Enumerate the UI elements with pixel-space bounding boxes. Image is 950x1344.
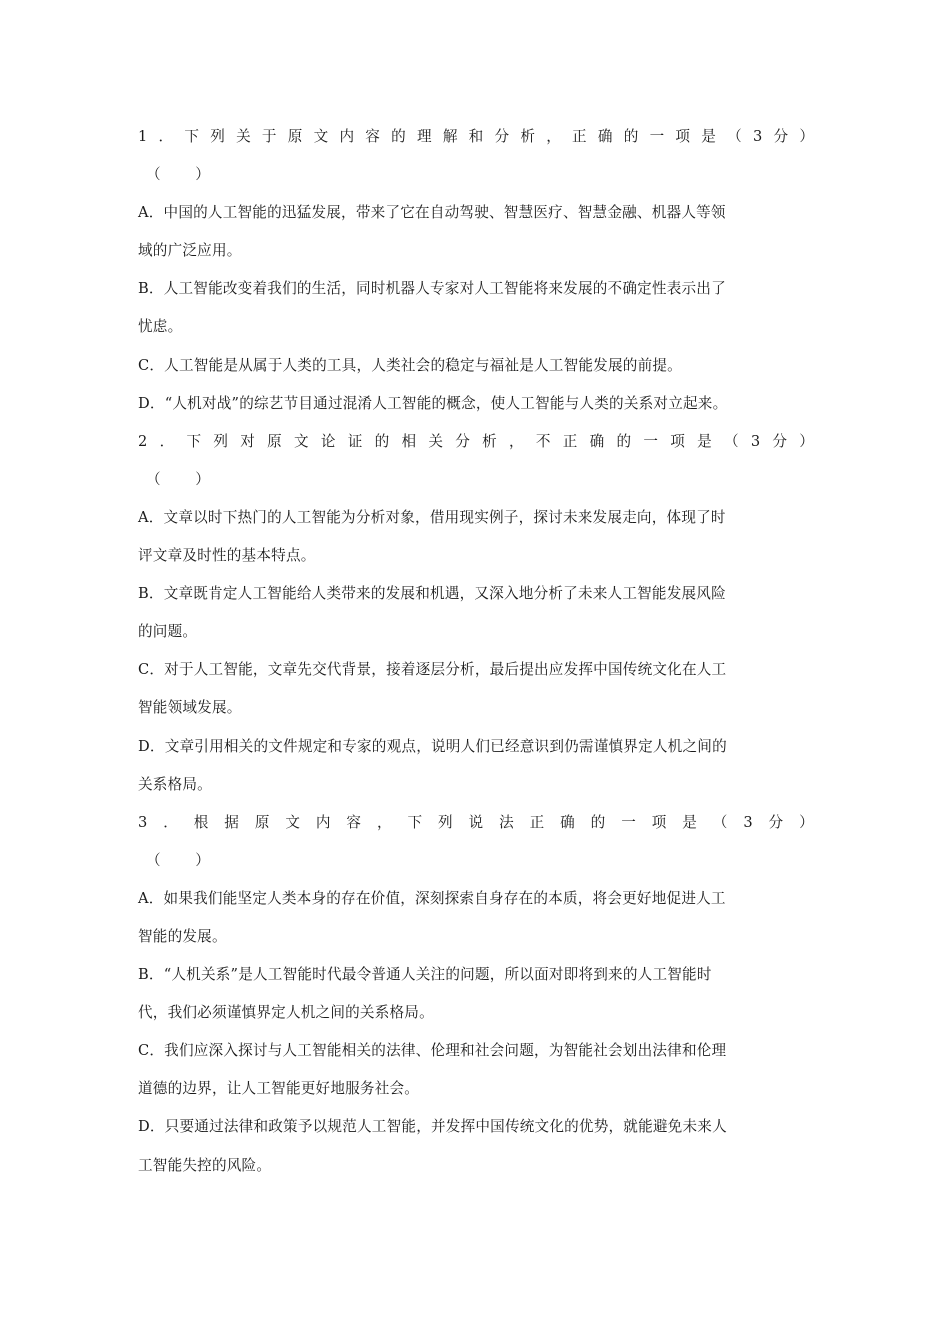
question-1 xyxy=(138,124,814,429)
option-d-line-2: 关系格局。 xyxy=(138,775,212,793)
stem-char: 原 xyxy=(267,432,282,450)
stem-char: 确 xyxy=(589,432,605,450)
stem-char: 对 xyxy=(240,432,255,450)
stem-char: ， xyxy=(546,128,561,145)
stem-char: 分 xyxy=(772,432,787,450)
stem-char: 说 xyxy=(468,813,484,831)
stem-char: 分 xyxy=(455,432,470,450)
stem-char: 分 xyxy=(768,813,784,831)
stem-char: 的 xyxy=(616,432,632,450)
stem-char: 3 xyxy=(752,128,763,145)
stem-char: 3 xyxy=(138,813,148,831)
option-d-line-1: D．“人机对战”的综艺节目通过混淆人工智能的概念，使人工智能与人类的关系对立起来。 xyxy=(138,394,728,412)
option-c-line-2: 道德的边界，让人工智能更好地服务社会。 xyxy=(138,1080,420,1098)
stem-char: 是 xyxy=(697,432,712,450)
option-a-line-1: A．如果我们能坚定人类本身的存在价值，深刻探索自身存在的本质，将会更好地促进人工 xyxy=(138,889,726,907)
answer-blank: （ ） xyxy=(146,166,220,184)
stem-char: ． xyxy=(163,813,178,831)
stem-char: 正 xyxy=(572,128,587,145)
stem-char: 下 xyxy=(186,432,202,450)
stem-char: 据 xyxy=(224,813,239,831)
stem-char: 论 xyxy=(320,432,336,450)
stem-char: 内 xyxy=(315,813,331,831)
option-b-line-2: 忧虑。 xyxy=(138,318,183,336)
stem-char: 一 xyxy=(649,128,665,145)
option-a-line-1: A．文章以时下热门的人工智能为分析对象，借用现实例子，探讨未来发展走向，体现了时 xyxy=(138,508,726,526)
option-b-line-1: B．“人机关系”是人工智能时代最令普通人关注的问题，所以面对即将到来的人工智能时 xyxy=(138,966,712,984)
answer-blank: （ ） xyxy=(146,851,220,869)
stem-char: 关 xyxy=(236,128,251,145)
option-c-line-2: 智能领域发展。 xyxy=(138,699,242,717)
stem-char: 原 xyxy=(287,128,303,145)
stem-char: 3 xyxy=(750,432,761,450)
stem-char: 项 xyxy=(670,432,685,450)
answer-blank: （ ） xyxy=(146,470,220,488)
option-a-line-1: A．中国的人工智能的迅猛发展，带来了它在自动驾驶、智慧医疗、智慧金融、机器人等领 xyxy=(138,204,726,222)
stem-char: ） xyxy=(799,128,814,145)
stem-char: 文 xyxy=(293,432,309,450)
stem-char: ． xyxy=(159,432,175,450)
stem-char: 法 xyxy=(499,813,514,831)
stem-char: 析 xyxy=(482,432,497,450)
stem-char: 于 xyxy=(261,128,277,145)
stem-char: 一 xyxy=(643,432,658,450)
stem-char: 的 xyxy=(374,432,390,450)
stem-char: ， xyxy=(508,432,524,450)
stem-char: 下 xyxy=(184,128,199,145)
stem-char: 列 xyxy=(438,813,453,831)
stem-char: 确 xyxy=(597,128,613,145)
stem-char: 项 xyxy=(675,128,691,145)
stem-char: 列 xyxy=(210,128,225,145)
stem-char: 证 xyxy=(347,432,363,450)
stem-char: 解 xyxy=(442,128,458,145)
stem-char: 不 xyxy=(535,432,551,450)
option-b-line-2: 代，我们必须谨慎界定人机之间的关系格局。 xyxy=(138,1004,434,1022)
option-d-line-1: D．只要通过法律和政策予以规范人工智能，并发挥中国传统文化的优势，就能避免未来人 xyxy=(138,1118,727,1136)
stem-char: 项 xyxy=(651,813,667,831)
stem-char: 分 xyxy=(773,128,789,145)
stem-char: 原 xyxy=(254,813,270,831)
stem-char: 分 xyxy=(494,128,510,145)
stem-char: 容 xyxy=(346,813,362,831)
stem-char: ） xyxy=(799,432,814,450)
stem-char: 和 xyxy=(468,128,484,145)
stem-char: 根 xyxy=(193,813,209,831)
stem-char: 是 xyxy=(701,128,716,145)
option-c-line-1: C．我们应深入探讨与人工智能相关的法律、伦理和社会问题，为智能社会划出法律和伦理 xyxy=(138,1042,727,1060)
stem-char: 确 xyxy=(560,813,575,831)
stem-char: （ xyxy=(712,813,728,831)
option-c-line-1: C．对于人工智能，文章先交代背景，接着逐层分析，最后提出应发挥中国传统文化在人工 xyxy=(138,661,727,679)
option-b-line-1: B．人工智能改变着我们的生活，同时机器人专家对人工智能将来发展的不确定性表示出了 xyxy=(138,280,726,298)
stem-char: 是 xyxy=(682,813,697,831)
stem-char: （ xyxy=(727,128,742,145)
question-3 xyxy=(138,810,814,1191)
stem-char: 文 xyxy=(285,813,300,831)
option-d-line-2: 工智能失控的风险。 xyxy=(138,1156,272,1174)
stem-char: 文 xyxy=(313,128,329,145)
stem-char: 2 xyxy=(138,432,148,450)
question-2 xyxy=(138,429,814,810)
option-a-line-2: 域的广泛应用。 xyxy=(138,242,242,260)
stem-char: 关 xyxy=(428,432,443,450)
stem-char: 列 xyxy=(213,432,228,450)
stem-char: 的 xyxy=(623,128,639,145)
stem-char: 的 xyxy=(590,813,606,831)
stem-char: 1 xyxy=(138,128,148,145)
question-stem xyxy=(138,124,814,162)
document-page xyxy=(138,124,814,1191)
stem-char: 正 xyxy=(529,813,545,831)
stem-char: 一 xyxy=(621,813,636,831)
stem-char: （ xyxy=(723,432,739,450)
stem-char: 相 xyxy=(401,432,417,450)
question-stem xyxy=(138,810,814,848)
stem-char: ． xyxy=(158,128,174,145)
stem-char: 下 xyxy=(407,813,423,831)
stem-char: ） xyxy=(799,813,814,831)
option-d-line-1: D．文章引用相关的文件规定和专家的观点，说明人们已经意识到仍需谨慎界定人机之间的 xyxy=(138,737,727,755)
option-c-line-1: C．人工智能是从属于人类的工具，人类社会的稳定与福祉是人工智能发展的前提。 xyxy=(138,356,682,374)
stem-char: 3 xyxy=(743,813,753,831)
stem-char: 内 xyxy=(339,128,355,145)
stem-char: 析 xyxy=(520,128,535,145)
option-b-line-2: 的问题。 xyxy=(138,623,198,641)
question-stem xyxy=(138,429,814,467)
stem-char: ， xyxy=(376,813,392,831)
option-a-line-2: 智能的发展。 xyxy=(138,927,227,945)
stem-char: 容 xyxy=(365,128,380,145)
option-a-line-2: 评文章及时性的基本特点。 xyxy=(138,547,316,565)
stem-char: 理 xyxy=(416,128,432,145)
stem-char: 的 xyxy=(391,128,406,145)
option-b-line-1: B．文章既肯定人工智能给人类带来的发展和机遇，又深入地分析了未来人工智能发展风险 xyxy=(138,585,726,603)
stem-char: 正 xyxy=(562,432,578,450)
